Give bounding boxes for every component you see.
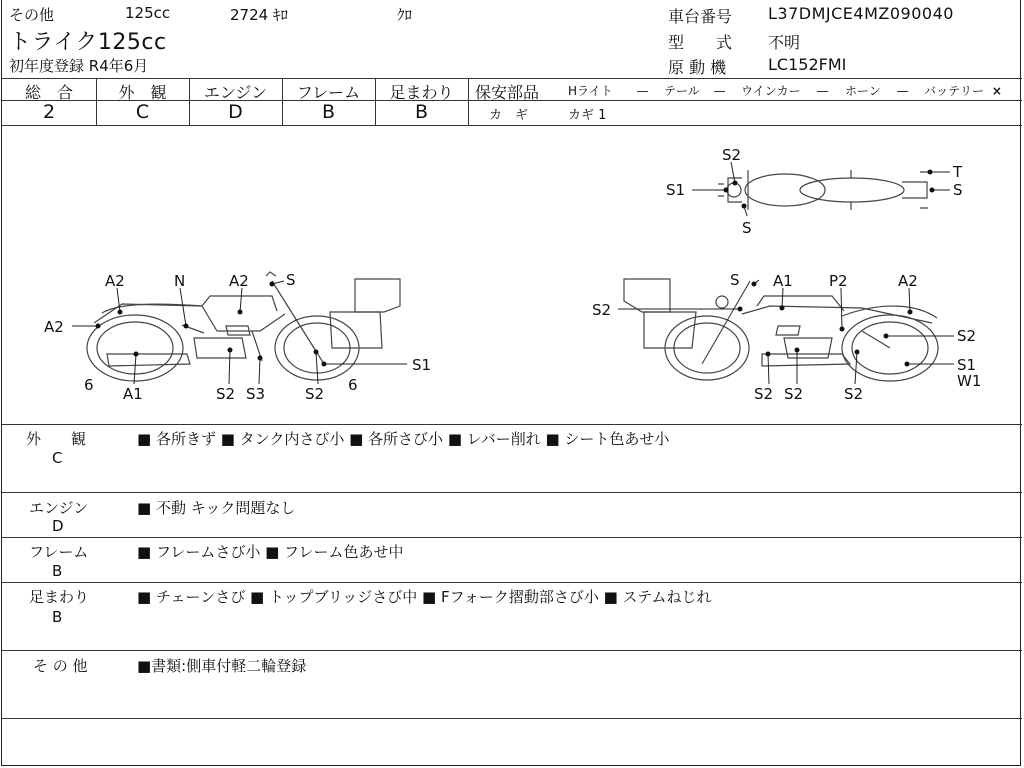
- grade-value-overall: 2: [42, 101, 56, 123]
- key-label: カ ギ: [489, 108, 529, 123]
- mark-label: A2: [105, 272, 125, 290]
- chassis-number-value: L37DMJCE4MZ090040: [768, 4, 954, 23]
- damage-points: [96, 170, 935, 367]
- color: ｸﾛ: [397, 6, 413, 24]
- mark-label: S: [953, 181, 963, 199]
- remark-grade-frame: B: [52, 562, 63, 580]
- remark-text-engine: ■ 不動 キック問題なし: [137, 499, 296, 517]
- remark-grade-suspension: B: [52, 608, 63, 626]
- divider: [2, 582, 1022, 583]
- grade-label-engine: エンジン: [203, 83, 268, 102]
- divider: [2, 718, 1022, 719]
- grade-label-overall: 総 合: [24, 83, 73, 102]
- remark-text-suspension: ■ チェーンさび ■ トップブリッジさび中 ■ Fフォーク摺動部さび小 ■ ステムねじれ: [137, 588, 712, 606]
- mark-label: A2: [229, 272, 249, 290]
- mark-label: P2: [829, 272, 848, 290]
- inspection-sheet: [1, 0, 1021, 766]
- grade-value-suspension: B: [414, 101, 429, 123]
- divider: [469, 100, 1022, 101]
- first-registration: 初年度登録 R4年6月: [9, 57, 149, 75]
- safety-item-battery: バッテリー ×: [924, 84, 1002, 98]
- displacement: 125cc: [125, 4, 171, 22]
- mark-label: S: [730, 271, 740, 289]
- remark-text-exterior: ■ 各所きず ■ タンク内さび小 ■ 各所さび小 ■ レバー削れ ■ シート色あせ小: [137, 430, 670, 448]
- mark-label: A2: [898, 272, 918, 290]
- mark-label: S2: [216, 385, 236, 403]
- model-type-label: 型 式: [668, 33, 733, 52]
- mark-label: S: [742, 219, 752, 237]
- safety-item-tail: テール —: [664, 84, 726, 98]
- mark-label: S1: [957, 356, 977, 374]
- top-view-motorcycle-drawing: [718, 170, 928, 210]
- divider: [2, 537, 1022, 538]
- remark-title-exterior: 外 観: [26, 430, 87, 448]
- divider: [468, 78, 469, 125]
- damage-diagram: [2, 126, 1022, 424]
- remark-title-engine: エンジン: [29, 499, 89, 517]
- model-name: トライク125cc: [9, 30, 167, 55]
- grade-label-suspension: 足まわり: [389, 83, 454, 102]
- mark-label: S2: [784, 385, 804, 403]
- mark-label: W1: [957, 372, 982, 390]
- remark-text-other: ■書類:側車付軽二輪登録: [137, 657, 307, 675]
- mark-label: S1: [412, 356, 432, 374]
- mark-label: S2: [754, 385, 774, 403]
- mark-label: S2: [957, 327, 977, 345]
- mark-label: A1: [773, 272, 793, 290]
- safety-item-winker: ウインカー —: [741, 84, 829, 98]
- remark-grade-exterior: C: [52, 449, 63, 467]
- remark-grade-engine: D: [52, 517, 64, 535]
- grade-value-exterior: C: [135, 101, 150, 123]
- chassis-number-label: 車台番号: [668, 7, 733, 26]
- mark-label: S: [286, 271, 296, 289]
- mileage: 2724 ｷﾛ: [230, 6, 288, 24]
- mark-label: S2: [592, 301, 612, 319]
- key-value: カギ 1: [568, 108, 607, 123]
- grade-value-engine: D: [228, 101, 243, 123]
- leader-lines: [72, 162, 954, 384]
- mark-label: 6: [84, 376, 94, 394]
- mark-label: S2: [722, 146, 742, 164]
- mark-label: N: [174, 272, 186, 290]
- remark-title-suspension: 足まわり: [29, 588, 90, 606]
- divider: [2, 492, 1022, 493]
- divider: [2, 78, 1022, 79]
- mark-label: S1: [666, 181, 686, 199]
- mark-label: A2: [44, 318, 64, 336]
- divider: [2, 424, 1022, 425]
- engine-model-label: 原 動 機: [668, 58, 727, 77]
- mark-label: A1: [123, 385, 143, 403]
- grade-label-exterior: 外 観: [118, 83, 167, 102]
- remark-title-other: そ の 他: [33, 657, 88, 675]
- safety-item-headlight: Hライト —: [568, 84, 649, 98]
- mark-label: S2: [305, 385, 325, 403]
- divider: [2, 650, 1022, 651]
- mark-label: S2: [844, 385, 864, 403]
- grade-label-frame: フレーム: [296, 83, 361, 102]
- right-side-motorcycle-drawing: [624, 279, 938, 381]
- remark-title-frame: フレーム: [29, 543, 89, 561]
- engine-model-value: LC152FMI: [768, 55, 847, 74]
- mark-label: 6: [348, 376, 358, 394]
- category-label: その他: [9, 6, 55, 24]
- model-type-value: 不明: [768, 33, 801, 52]
- safety-item-horn: ホーン —: [845, 84, 909, 98]
- mark-label: T: [953, 163, 963, 181]
- remark-text-frame: ■ フレームさび小 ■ フレーム色あせ中: [137, 543, 404, 561]
- mark-label: S3: [246, 385, 266, 403]
- safety-parts-title: 保安部品: [475, 83, 540, 102]
- grade-value-frame: B: [321, 101, 336, 123]
